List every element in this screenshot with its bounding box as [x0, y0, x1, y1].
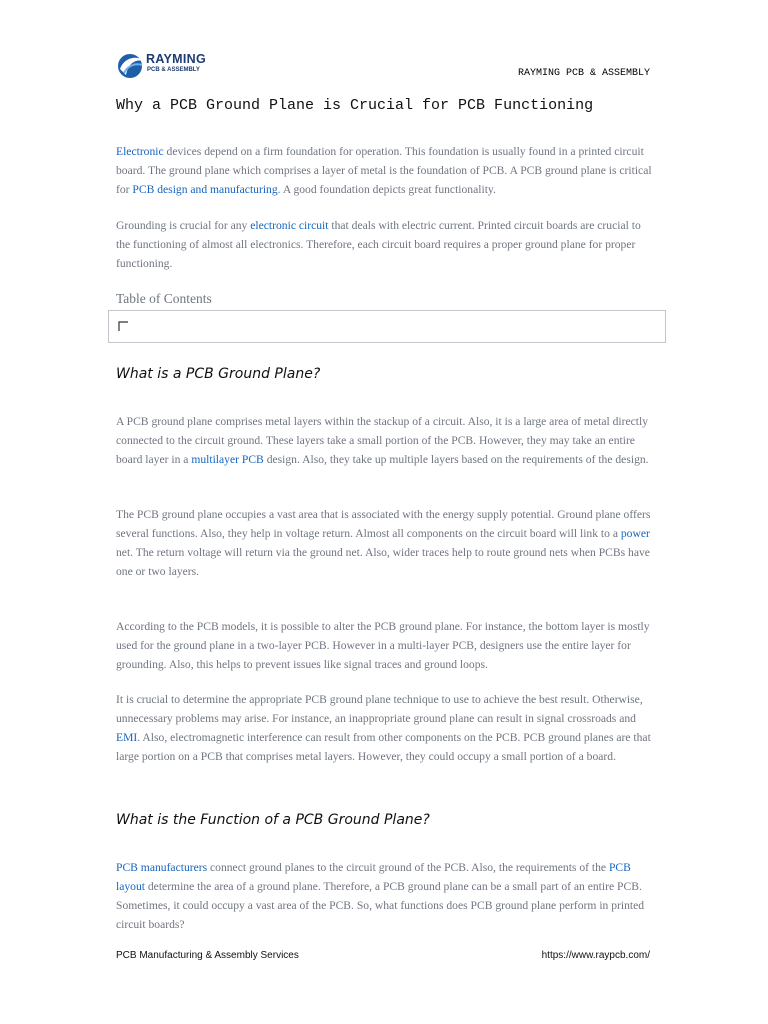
paragraph-text: Grounding is crucial for any [116, 219, 251, 232]
paragraph-text: A PCB ground plane comprises metal layers within the stackup of a circuit. Also, it is a large area of metal directly connected to the circuit ground. These layers take a small portion of the PCB. However, they may take an entire board layer in a [116, 415, 648, 466]
section-heading-2: What is the Function of a PCB Ground Plane? [116, 812, 430, 828]
paragraph-text: devices depend on a firm foundation for operation. This foundation is usually found in a printed circuit board. The ground plane which comprises a layer of metal is the foundation of PCB. A PCB ground plane is critical for [116, 145, 652, 196]
paragraph-text: connect ground planes to the circuit ground of the PCB. Also, the requirements of the [207, 861, 609, 874]
intro-paragraph-1 [116, 142, 656, 199]
link-electronic[interactable]: Electronic [116, 145, 164, 158]
page-title: Why a PCB Ground Plane is Crucial for PCB Functioning [116, 97, 594, 114]
paragraph-text: . A good foundation depicts great functionality. [277, 183, 496, 196]
paragraph-text: determine the area of a ground plane. Therefore, a PCB ground plane can be a small part of an entire PCB. Sometimes, it could occupy a vast area of the PCB. So, what functions does PCB ground plane perform in printed circuit boards? [116, 880, 645, 931]
intro-paragraph-2 [116, 216, 656, 273]
section1-paragraph-3: According to the PCB models, it is possible to alter the PCB ground plane. For instance, the bottom layer is mostly used for the ground plane in a two-layer PCB. However in a multi-layer PCB, designers use the entire layer for grounding. Also, this helps to prevent issues like signal traces and ground loops. [116, 620, 650, 671]
logo-brand: RAYMING [146, 52, 206, 66]
section1-paragraph-4 [116, 690, 656, 766]
footer-services: PCB Manufacturing & Assembly Services [116, 950, 299, 961]
logo-swirl-icon [116, 51, 146, 81]
logo-subtitle: PCB & ASSEMBLY [147, 67, 200, 73]
link-pcb-layout[interactable]: PCB layout [116, 861, 631, 893]
paragraph-text: It is crucial to determine the appropriate PCB ground plane technique to use to achieve the best result. Otherwise, unnecessary problems may arise. For instance, an inappropriate ground plane can result in signal crossroads and [116, 693, 643, 725]
toc-heading: Table of Contents [116, 291, 212, 306]
toc-box[interactable] [108, 310, 666, 343]
paragraph-text: The PCB ground plane occupies a vast area that is associated with the energy supply potential. Ground plane offers several functions. Also, they help in voltage return. Almost all components on the circuit board will link to a [116, 508, 651, 540]
section-heading-1: What is a PCB Ground Plane? [116, 366, 321, 382]
link-electronic-circuit[interactable]: electronic circuit [250, 219, 329, 232]
section1-paragraph-2 [116, 505, 656, 581]
footer-url-link[interactable]: https://www.raypcb.com/ [541, 950, 650, 961]
link-emi[interactable]: EMI [116, 731, 138, 744]
link-power[interactable]: power [620, 527, 650, 540]
header-company-name: RAYMING PCB & ASSEMBLY [517, 68, 650, 79]
paragraph-text: . Also, electromagnetic interference can result from other components on the PCB. PCB ground planes are that large portion on a PCB that comprises metal layers. However, they could occupy a small portion of a board. [116, 731, 651, 763]
paragraph-text: that deals with electric current. Printed circuit boards are crucial to the functioning of almost all electronics. Therefore, each circuit board requires a proper ground plane for proper functioning. [116, 219, 641, 270]
section1-paragraph-1 [116, 412, 656, 469]
link-pcb-design[interactable]: PCB design and manufacturing [132, 183, 278, 196]
section2-paragraph-1 [116, 858, 656, 934]
toc-toggle-icon[interactable] [118, 321, 129, 332]
link-multilayer-pcb[interactable]: multilayer PCB [191, 453, 264, 466]
paragraph-text: net. The return voltage will return via the ground net. Also, wider traces help to route ground nets when PCBs have one or two layers. [116, 546, 650, 578]
rayming-logo[interactable] [116, 51, 216, 81]
link-pcb-manufacturers[interactable]: PCB manufacturers [116, 861, 208, 874]
paragraph-text: design. Also, they take up multiple layers based on the requirements of the design. [263, 453, 649, 466]
